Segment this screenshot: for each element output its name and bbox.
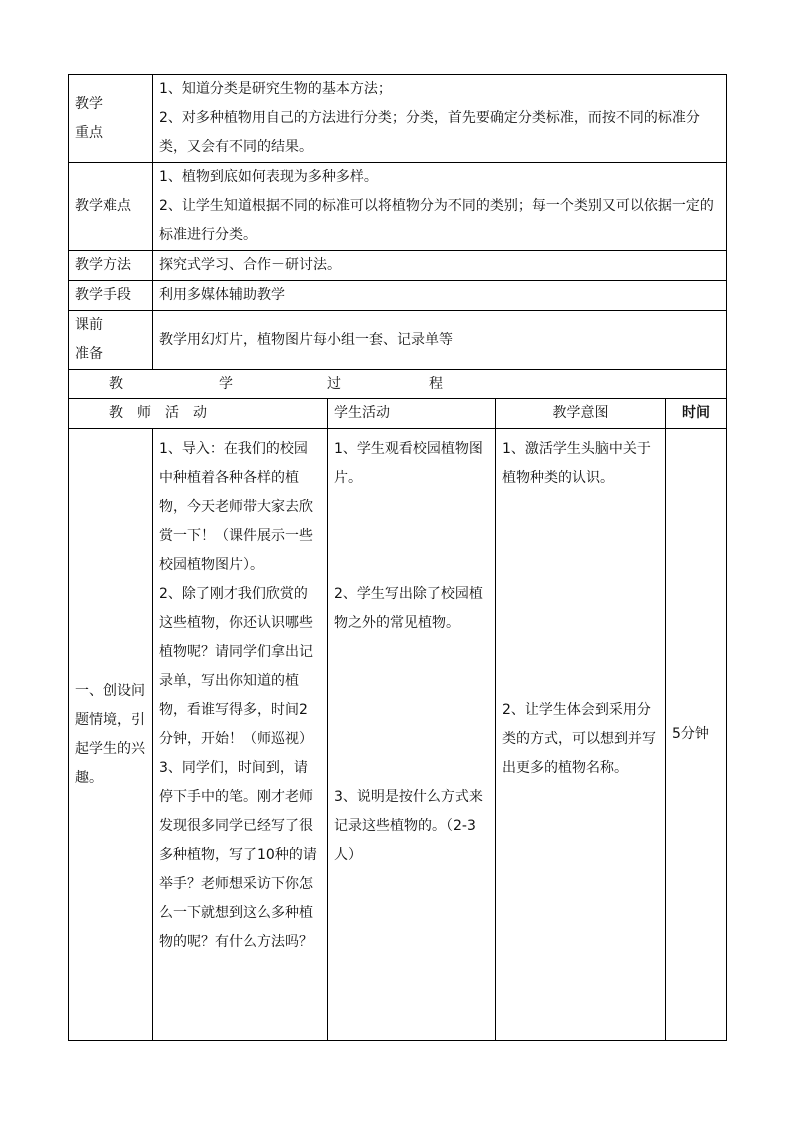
header-teacher: 教 师 活 动 — [69, 399, 328, 429]
lesson-plan-table — [68, 74, 727, 1041]
stage-name: 一、创设问题情境，引起学生的兴趣。 — [69, 429, 153, 1041]
header-time: 时间 — [666, 399, 727, 429]
process-title-row — [69, 370, 727, 399]
info-content — [153, 281, 727, 311]
info-label: 教学 重点 — [69, 75, 153, 163]
header-student: 学生活动 — [328, 399, 496, 429]
intent-item: 1、激活学生头脑中关于植物种类的认识。 — [502, 441, 651, 486]
stage-time: 5分钟 — [666, 429, 727, 1041]
teacher-activity — [153, 429, 328, 1041]
teacher-step: 3、同学们，时间到，请停下手中的笔。刚才老师发现很多同学已经写了很多种植物，写了10种的请举手？老师想采访下你怎么一下就想到这么多种植物的呢？有什么方法吗？ — [159, 760, 317, 950]
info-label: 教学手段 — [69, 281, 153, 311]
teacher-step: 1、导入：在我们的校园中种植着各种各样的植物，今天老师带大家去欣赏一下！（课件展示一些校园植物图片）。 — [159, 441, 313, 573]
info-content — [153, 163, 727, 251]
student-step: 2、学生写出除了校园植物之外的常见植物。 — [334, 586, 483, 631]
process-title-char: 程 — [429, 376, 443, 392]
teaching-intent — [496, 429, 666, 1041]
info-line: 2、让学生知道根据不同的标准可以将植物分为不同的类别；每一个类别又可以依据一定的标准进行分类。 — [159, 198, 714, 243]
student-activity — [328, 429, 496, 1041]
student-step: 3、说明是按什么方式来记录这些植物的。（2-3人） — [334, 789, 483, 863]
info-line: 1、植物到底如何表现为多种多样。 — [159, 169, 378, 185]
info-line: 教学用幻灯片，植物图片每小组一套、记录单等 — [159, 331, 453, 348]
process-header-row — [69, 399, 727, 429]
info-label: 教学难点 — [69, 163, 153, 251]
info-label: 教学方法 — [69, 251, 153, 281]
header-intent: 教学意图 — [496, 399, 666, 429]
info-label: 课前 准备 — [69, 311, 153, 370]
info-row-difficulties — [69, 163, 727, 251]
teacher-step: 2、除了刚才我们欣赏的这些植物，你还认识哪些植物呢？请同学们拿出记录单，写出你知道的植物，看谁写得多，时间2分钟，开始！（师巡视） — [159, 586, 313, 747]
intent-item: 2、让学生体会到采用分类的方式，可以想到并写出更多的植物名称。 — [502, 702, 656, 776]
info-content — [153, 251, 727, 281]
process-title-char: 过 — [327, 376, 341, 392]
stage-row — [69, 429, 727, 1041]
info-content — [153, 311, 727, 370]
process-title-char: 教 — [109, 376, 123, 392]
process-title-char: 学 — [219, 376, 233, 392]
info-line: 2、对多种植物用自己的方法进行分类；分类，首先要确定分类标准，而按不同的标准分类，又会有不同的结果。 — [159, 110, 700, 155]
info-row-key-points — [69, 75, 727, 163]
student-step: 1、学生观看校园植物图片。 — [334, 441, 483, 486]
info-line: 探究式学习、合作－研讨法。 — [159, 257, 341, 273]
info-row-preparation — [69, 311, 727, 370]
info-line: 利用多媒体辅助教学 — [159, 287, 285, 303]
info-row-means — [69, 281, 727, 311]
info-row-methods — [69, 251, 727, 281]
lesson-plan-page — [68, 74, 726, 1041]
info-line: 1、知道分类是研究生物的基本方法； — [159, 81, 392, 97]
info-content — [153, 75, 727, 163]
process-title — [69, 370, 727, 399]
